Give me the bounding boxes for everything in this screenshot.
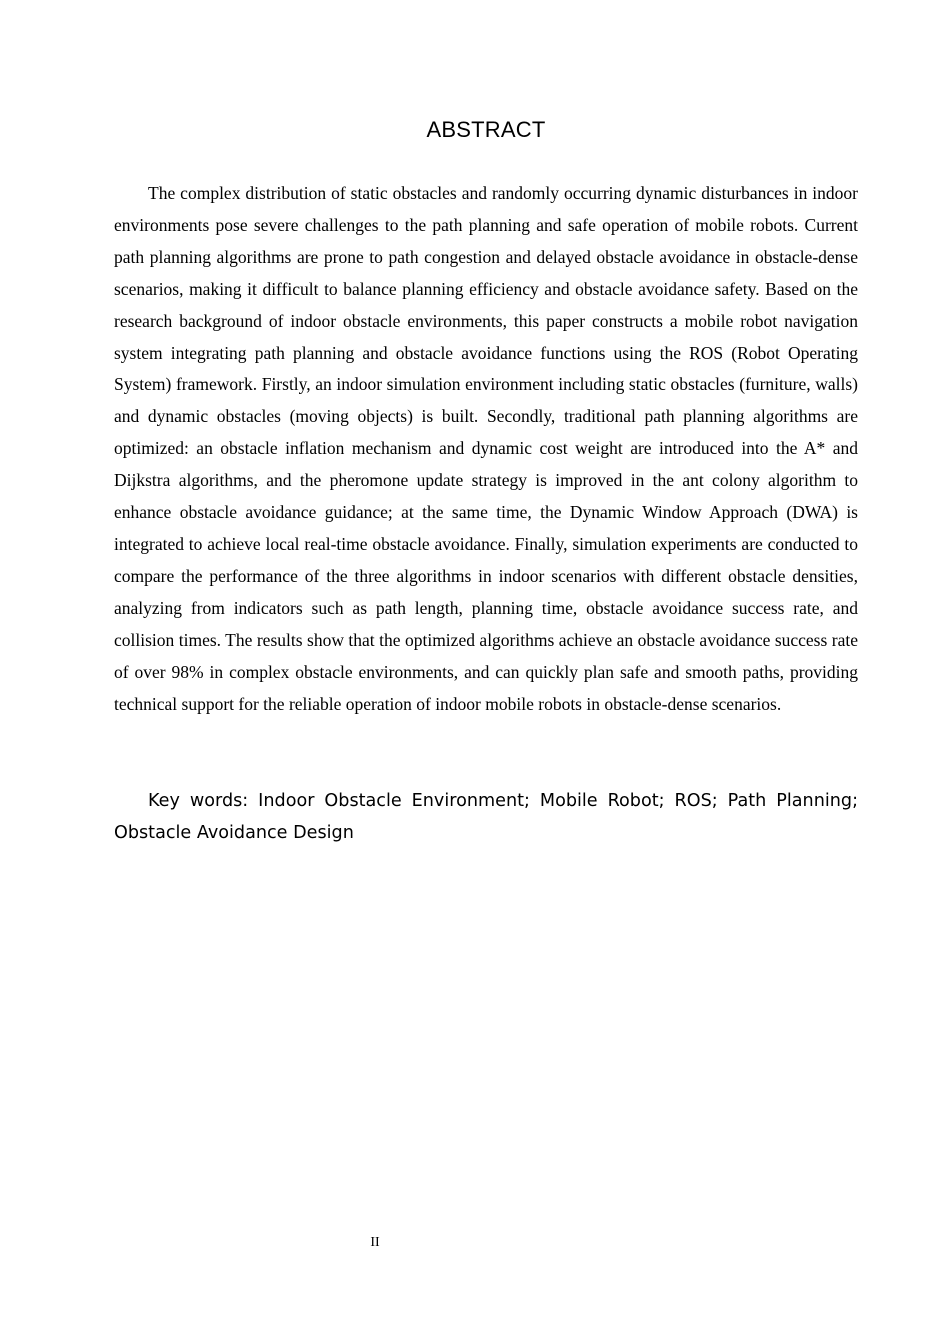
page-number: II	[370, 1235, 380, 1250]
abstract-paragraph: The complex distribution of static obstacles and randomly occurring dynamic disturbances in indoor environments pose severe challenges to the path planning and safe operation of mobile robots. Current path planning algorithms are prone to path congestion and delayed obstacle avoidance in obstacle-dense scenarios, making it difficult to balance planning efficiency and obstacle avoidance safety. Based on the research background of indoor obstacle environments, this paper constructs a mobile robot navigation system integrating path planning and obstacle avoidance functions using the ROS (Robot Operating System) framework. Firstly, an indoor simulation environment including static obstacles (furniture, walls) and dynamic obstacles (moving objects) is built. Secondly, traditional path planning algorithms are optimized: an obstacle inflation mechanism and dynamic cost weight are introduced into the A* and Dijkstra algorithms, and the pheromone update strategy is improved in the ant colony algorithm to enhance obstacle avoidance guidance; at the same time, the Dynamic Window Approach (DWA) is integrated to achieve local real-time obstacle avoidance. Finally, simulation experiments are conducted to compare the performance of the three algorithms in indoor scenarios with different obstacle densities, analyzing from indicators such as path length, planning time, obstacle avoidance success rate, and collision times. The results show that the optimized algorithms achieve an obstacle avoidance success rate of over 98% in complex obstacle environments, and can quickly plan safe and smooth paths, providing technical support for the reliable operation of indoor mobile robots in obstacle-dense scenarios.	[114, 183, 858, 714]
keywords-paragraph: Key words: Indoor Obstacle Environment; Mobile Robot; ROS; Path Planning; Obstacle Avoidance Design	[114, 791, 858, 843]
page-title: ABSTRACT	[426, 117, 546, 142]
